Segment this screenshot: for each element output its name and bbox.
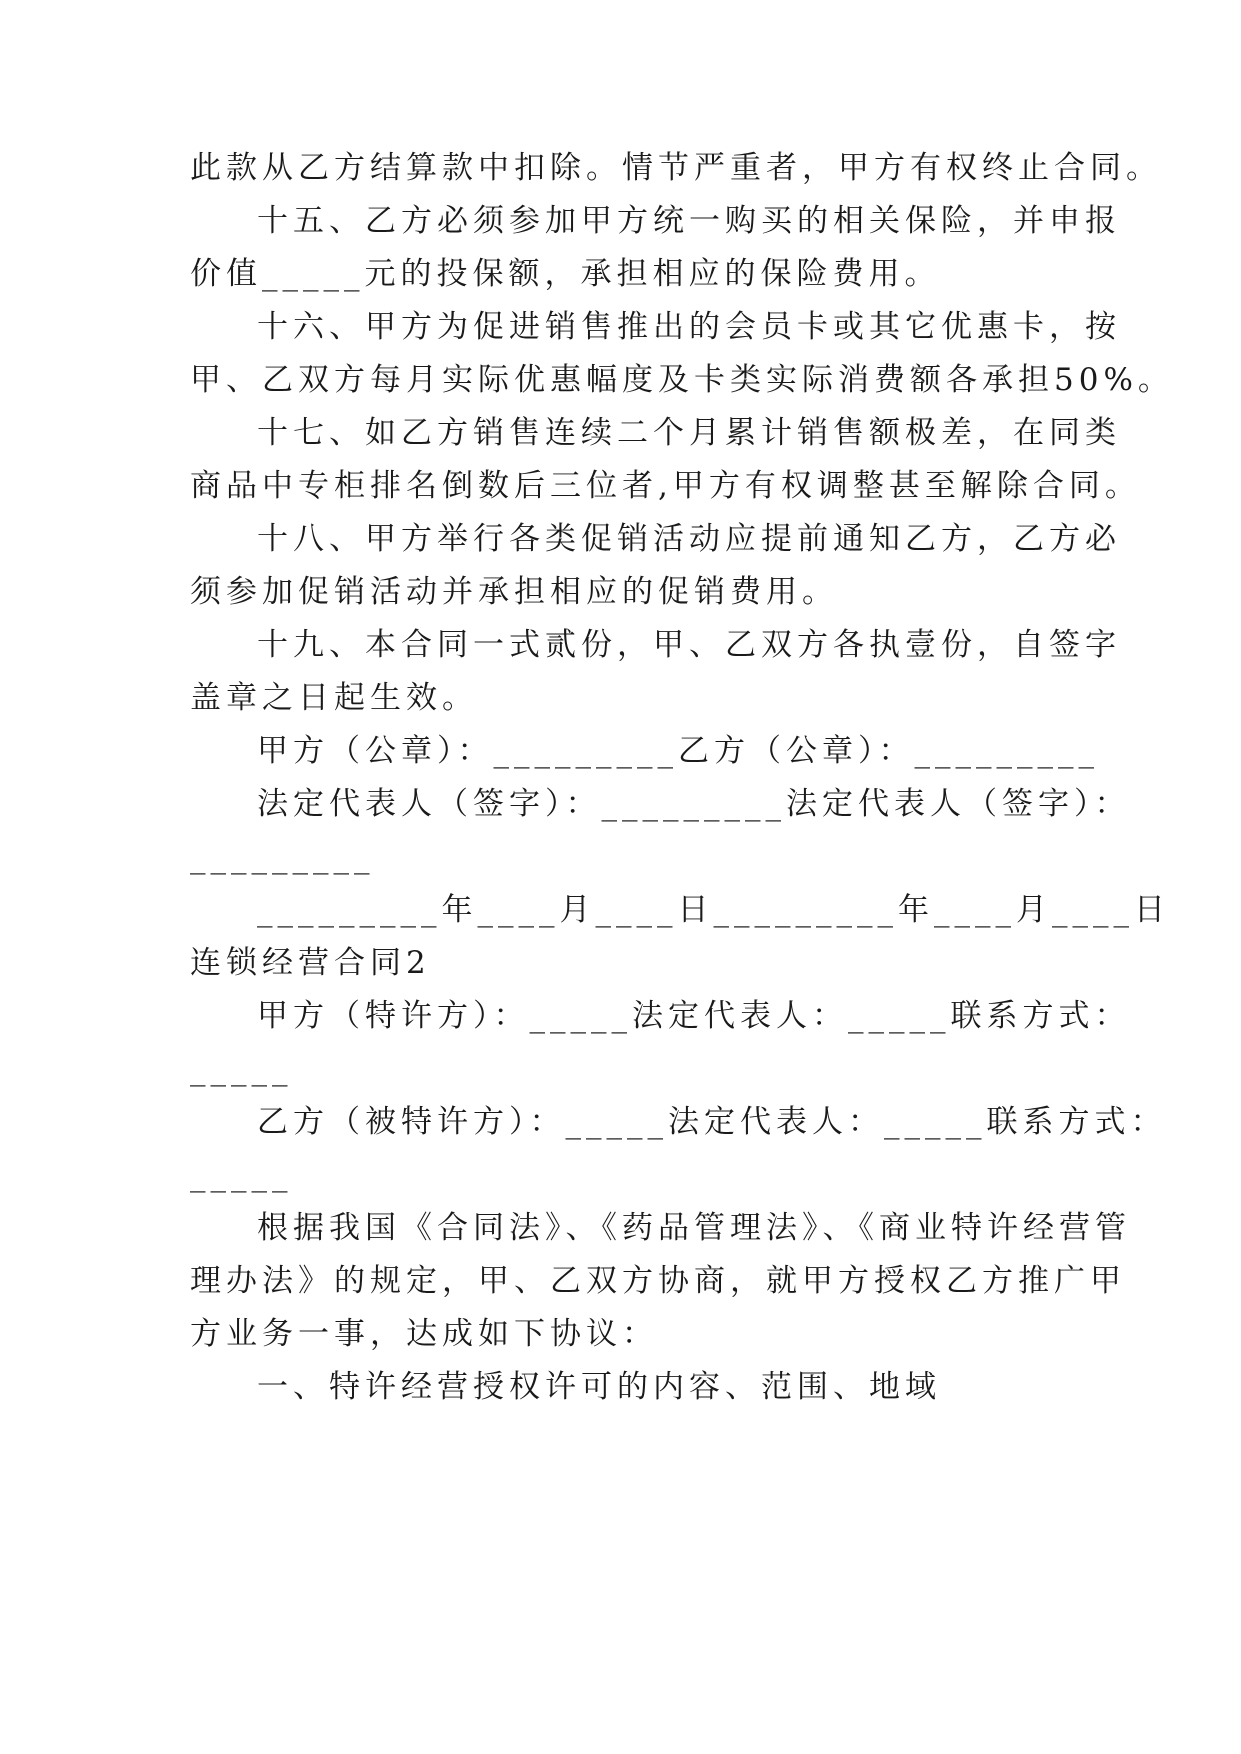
date-line: _________年____月____日_________年____月____日 [257,892,1170,928]
text-line: 方业务一事，达成如下协议： [190,1316,658,1352]
text-line: 盖章之日起生效。 [190,680,478,716]
party-blank: _____ [190,1051,293,1087]
text-line: 十六、甲方为促进销售推出的会员卡或其它优惠卡，按 [257,309,1121,345]
party-line: 甲方（特许方）：_____法定代表人：_____联系方式： [257,998,1131,1034]
text-line: 十九、本合同一式贰份，甲、乙双方各执壹份，自签字 [257,627,1121,663]
party-line: 乙方（被特许方）：_____法定代表人：_____联系方式： [257,1104,1167,1140]
text-line: 理办法》的规定，甲、乙双方协商，就甲方授权乙方推广甲 [190,1263,1126,1299]
text-line: 甲、乙双方每月实际优惠幅度及卡类实际消费额各承担50%。 [190,362,1174,398]
text-line: 价值_____元的投保额，承担相应的保险费用。 [190,256,941,292]
text-line: 此款从乙方结算款中扣除。情节严重者，甲方有权终止合同。 [190,150,1162,186]
section-title: 连锁经营合同2 [190,945,431,981]
party-blank: _____ [190,1157,293,1193]
signature-line: 法定代表人（签字）：_________法定代表人（签字）： [257,786,1131,822]
text-line: 须参加促销活动并承担相应的促销费用。 [190,574,838,610]
signature-line: 甲方（公章）：_________乙方（公章）：_________ [257,733,1099,769]
clause-heading: 一、特许经营授权许可的内容、范围、地域 [257,1369,941,1405]
text-line: 十八、甲方举行各类促销活动应提前通知乙方，乙方必 [257,521,1121,557]
text-line: 根据我国《合同法》、《药品管理法》、《商业特许经营管 [257,1210,1131,1246]
text-line: 十五、乙方必须参加甲方统一购买的相关保险，并申报 [257,203,1121,239]
signature-blank: _________ [190,839,375,875]
text-line: 十七、如乙方销售连续二个月累计销售额极差，在同类 [257,415,1121,451]
text-line: 商品中专柜排名倒数后三位者,甲方有权调整甚至解除合同。 [190,468,1141,504]
